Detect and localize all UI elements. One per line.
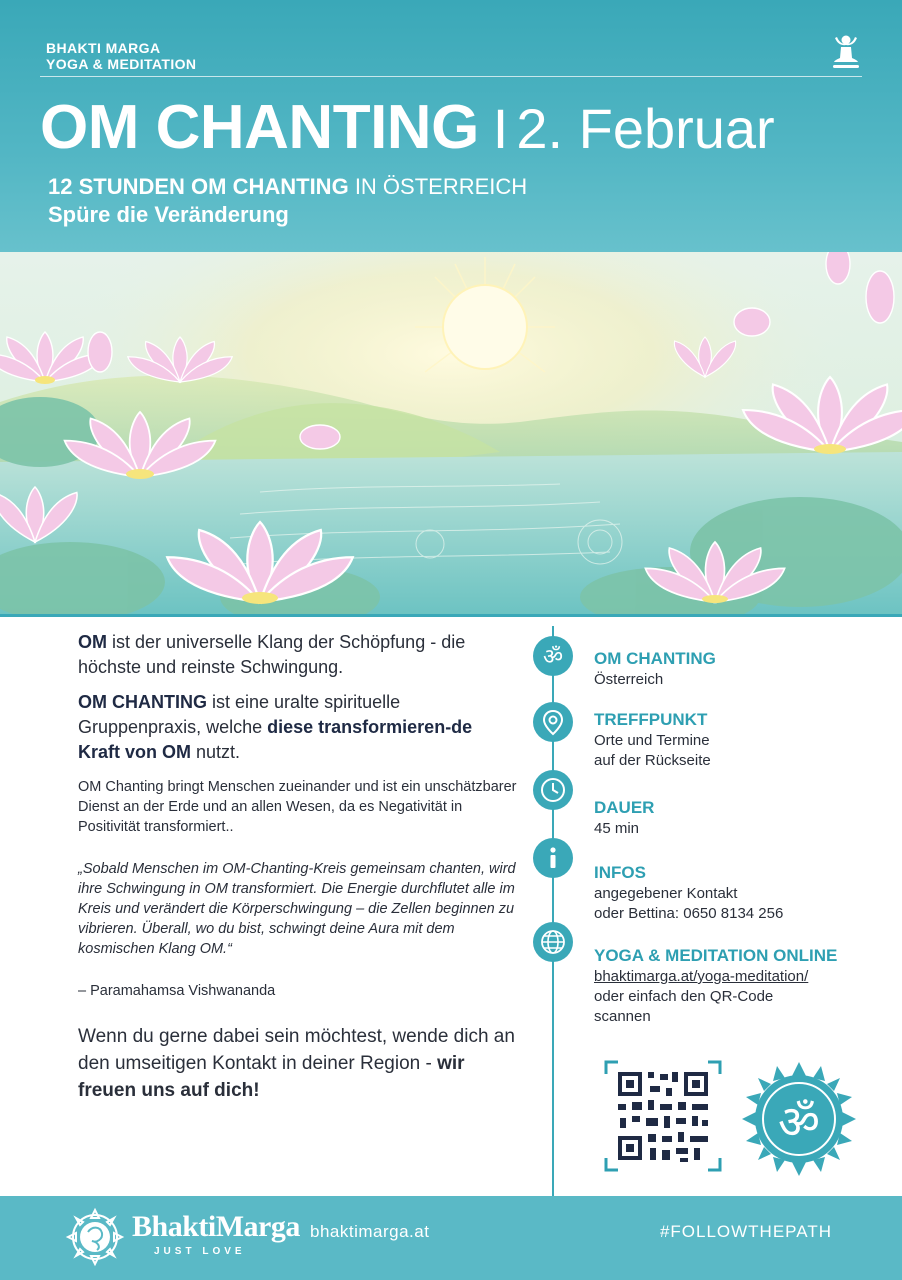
header-band — [0, 0, 902, 252]
info-heading: OM CHANTING — [594, 649, 716, 668]
info-heading: TREFFPUNKT — [594, 710, 708, 729]
footer-band — [0, 1196, 902, 1280]
footer-tagline: JUST LOVE — [154, 1246, 246, 1257]
illustration-divider — [0, 614, 902, 617]
brand-label — [46, 40, 196, 72]
chanting-paragraph — [78, 690, 518, 765]
info-line: Österreich — [594, 671, 664, 688]
om-bold: OM — [78, 632, 107, 652]
subtitle-rest: IN ÖSTERREICH — [354, 174, 528, 199]
om-lotus-seal-icon — [740, 1060, 858, 1178]
svg-text:ॐ: ॐ — [542, 645, 564, 670]
brand-line-1: BHAKTI MARGA — [46, 40, 161, 56]
info-dauer — [594, 797, 864, 839]
info-online — [594, 945, 864, 1027]
svg-text:ॐ: ॐ — [778, 1095, 820, 1149]
quote-text: „Sobald Menschen im OM-Chanting-Kreis gemeinsam chanten, wird ihre Schwingung in OM transformiert. Die Energie durchflutet alle im Kreis und verändert die Körperschwingung – die Zellen beginnen zu vibrieren. Überall, wo du bist, schwingt deine Aura mit dem kosmischen Klang OM.“ — [78, 861, 516, 957]
info-line: auf der Rückseite — [594, 752, 711, 769]
info-line: oder einfach den QR-Code — [594, 988, 774, 1005]
closing-paragraph — [78, 1023, 518, 1104]
bhakti-marga-logo-icon — [64, 1206, 126, 1268]
subtitle — [48, 172, 527, 202]
title-main: OM CHANTING — [40, 93, 479, 162]
info-heading: DAUER — [594, 798, 655, 817]
info-line: oder Bettina: 0650 8134 256 — [594, 905, 784, 922]
quote-attribution: – Paramahamsa Vishwananda — [78, 983, 276, 999]
header-divider — [40, 76, 862, 77]
lotus-sunrise-illustration — [0, 252, 902, 616]
title-date: 2. Februar — [516, 97, 775, 160]
globe-icon — [533, 922, 573, 962]
info-line: angegebener Kontakt — [594, 885, 738, 902]
subtitle-bold: 12 STUNDEN OM CHANTING — [48, 174, 349, 199]
info-heading: INFOS — [594, 863, 646, 882]
info-icon — [533, 838, 573, 878]
brand-line-2: YOGA & MEDITATION — [46, 56, 197, 72]
footer-url-link[interactable]: bhaktimarga.at — [310, 1222, 430, 1241]
closing-bold: wir freuen uns auf dich! — [78, 1053, 465, 1101]
chanting-end: nutzt. — [196, 742, 241, 762]
footer-hashtag: #FOLLOWTHEPATH — [659, 1222, 832, 1241]
title-separator: I — [492, 97, 509, 160]
info-heading: YOGA & MEDITATION ONLINE — [594, 946, 838, 965]
info-om-chanting — [594, 648, 864, 690]
location-pin-icon — [533, 702, 573, 742]
description-paragraph: OM Chanting bringt Menschen zueinander und ist ein unschätzbarer Dienst an der Erde und an allen Wesen, da es Negativität in Positivität transformiert.. — [78, 779, 517, 835]
yoga-pose-icon — [832, 34, 860, 70]
intro-paragraph — [78, 630, 518, 680]
om-chanting-bold: OM CHANTING — [78, 692, 207, 712]
page-title — [40, 92, 775, 180]
transform-bold: diese transformieren-de Kraft von OM — [78, 717, 473, 762]
footer-brand: BhaktiMarga — [132, 1210, 300, 1243]
qr-code[interactable] — [604, 1060, 722, 1172]
tagline: Spüre die Veränderung — [48, 202, 289, 227]
info-infos — [594, 862, 864, 924]
info-line: Orte und Termine — [594, 732, 710, 749]
website-link[interactable]: bhaktimarga.at/yoga-meditation/ — [594, 968, 809, 985]
om-symbol-icon — [533, 636, 573, 676]
intro-text: ist der universelle Klang der Schöpfung - die höchste und reinste Schwingung. — [78, 632, 466, 677]
chanting-text: ist eine uralte spirituelle Gruppenpraxis, welche — [78, 692, 401, 737]
info-treffpunkt — [594, 709, 864, 771]
clock-icon — [533, 770, 573, 810]
closing-text: Wenn du gerne dabei sein möchtest, wende dich an den umseitigen Kontakt in deiner Region - — [78, 1026, 515, 1074]
main-text-column — [78, 630, 518, 1104]
info-line: 45 min — [594, 820, 640, 837]
info-line: scannen — [594, 1008, 651, 1025]
